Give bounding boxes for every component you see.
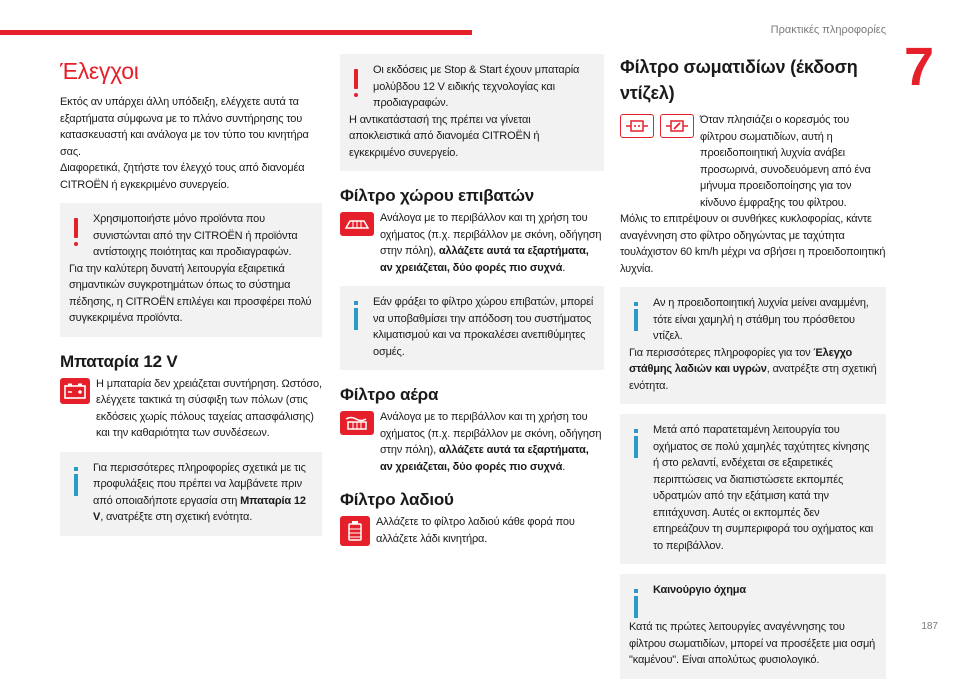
header-accent-bar xyxy=(0,30,472,35)
warning-text: Χρησιμοποιήστε μόνο προϊόντα που συνιστώνται από την CITROËN ή προϊόντα αντίστοιχης ποιότητας και προδιαγραφών. xyxy=(93,213,298,258)
info-icon xyxy=(629,302,645,332)
vapour-info-box xyxy=(620,414,886,564)
header-title: Πρακτικές πληροφορίες xyxy=(770,24,886,36)
particle-filter-heading: Φίλτρο σωματιδίων (έκδοση ντίζελ) xyxy=(620,57,858,103)
oil-filter-text: Αλλάζετε το φίλτρο λαδιού κάθε φορά που αλλάζετε λάδι κινητήρα. xyxy=(376,516,575,545)
cabin-filter-text: Ανάλογα με το περιβάλλον και τη χρήση του οχήματος (π.χ. περιβάλλον με σκόνη, οδήγηση στην πόλη), αλλάζετε αυτά τα εξαρτήματα, αν χρειάζεται, δύο φορές πιο συχνά. xyxy=(380,212,602,274)
cabin-filter-row xyxy=(340,210,604,276)
additive-info-box xyxy=(620,287,886,404)
cabin-filter-info-box xyxy=(340,286,604,370)
new-vehicle-text: Κατά τις πρώτες λειτουργίες αναγέννησης του φίλτρου σωματιδίων, μπορεί να προσέξετε μια οσμή "καμένου". Είναι απολύτως φυσιολογικό. xyxy=(629,621,876,666)
intro-text: Εκτός αν υπάρχει άλλη υπόδειξη, ελέγχετε αυτά τα εξαρτήματα σύμφωνα με το πλάνο συντήρησης του κατασκευαστή και ανάλογα με τον τύπο του κινητήρα σας. xyxy=(60,96,309,158)
particle-filter-warning-icon xyxy=(620,114,654,138)
air-filter-heading: Φίλτρο αέρα xyxy=(340,385,439,404)
particle-filter-text: Όταν πλησιάζει ο κορεσμός του φίλτρου σωματιδίων, αυτή η προειδοποιητική λυχνία ανάβει προσωρινά, συνοδευόμενη από ένα μήνυμα προειδοποίησης για τον κίνδυνο έμφραξης του φίλτρου. xyxy=(700,114,871,209)
warning-icon xyxy=(69,218,85,248)
air-filter-text: Ανάλογα με το περιβάλλον και τη χρήση του οχήματος (π.χ. περιβάλλον με σκόνη, οδήγηση στην πόλη), αλλάζετε αυτά τα εξαρτήματα, αν χρειάζεται, δύο φορές πιο συχνά. xyxy=(380,411,602,473)
oil-filter-icon xyxy=(340,516,370,546)
intro-text-2: Διαφορετικά, ζητήστε τον έλεγχό τους από διανομέα CITROËN ή εγκεκριμένο συνεργείο. xyxy=(60,162,305,191)
new-vehicle-title: Καινούργιο όχημα xyxy=(653,584,746,596)
battery-icon xyxy=(60,378,90,404)
battery-row xyxy=(60,376,322,442)
new-vehicle-info-box xyxy=(620,574,886,679)
info-icon xyxy=(629,589,645,619)
column-1 xyxy=(60,54,322,542)
info-icon xyxy=(349,301,365,331)
oil-filter-heading: Φίλτρο λαδιού xyxy=(340,490,454,509)
stop-start-warning-text-2: Η αντικατάστασή της πρέπει να γίνεται αποκλειστικά από διανομέα CITROËN ή εγκεκριμένο συνεργείο. xyxy=(349,113,540,159)
cabin-filter-icon xyxy=(340,212,374,236)
vapour-info-text: Μετά από παρατεταμένη λειτουργία του οχήματος σε πολύ χαμηλές ταχύτητες κίνησης ή στο ρελαντί, ενδέχεται σε εξαιρετικές περιπτώσεις να διαπιστώσετε εκπομπές υδρατμών από την εξάτμιση κατά την επιτάχυνση. Αυτές οι εκπομπές δεν επηρεάζουν τη συμπεριφορά του οχήματος και το περιβάλλον. xyxy=(653,424,874,552)
particle-filter-service-icon xyxy=(660,114,694,138)
section-title: Έλεγχοι xyxy=(60,58,139,84)
stop-start-warning-text: Οι εκδόσεις με Stop & Start έχουν μπαταρία μολύβδου 12 V ειδικής τεχνολογίας και προδιαγραφών. xyxy=(373,64,580,109)
column-3 xyxy=(620,54,886,685)
info-icon xyxy=(629,429,645,459)
chapter-number: 7 xyxy=(903,37,934,97)
air-filter-row xyxy=(340,409,604,475)
warning-text-2: Για την καλύτερη δυνατή λειτουργία εξαιρετικά σημαντικών συγκροτημάτων όπως το σύστημα πέδησης, η CITROËN επιλέγει και προσφέρει πολύ συγκεκριμένα προϊόντα. xyxy=(69,262,312,324)
particle-filter-row xyxy=(620,112,886,211)
warning-box xyxy=(60,203,322,337)
particle-filter-text-2: Μόλις το επιτρέψουν οι συνθήκες κυκλοφορίας, κάντε αναγέννηση στο φίλτρο οδηγώντας με ταχύτητα τουλάχιστον 60 km/h μέχρι να σβήσει η προειδοποιητική λυχνία. xyxy=(620,213,886,275)
info-icon xyxy=(69,467,85,497)
additive-info-text: Αν η προειδοποιητική λυχνία μείνει αναμμένη, τότε είναι χαμηλή η στάθμη του πρόσθετου ντίζελ. xyxy=(653,297,869,342)
page-number: 187 xyxy=(921,621,938,632)
cabin-filter-info-text: Εάν φράξει το φίλτρο χώρου επιβατών, μπορεί να υποβαθμίσει την απόδοση του συστήματος κλιματισμού και να προκαλέσει ανεπιθύμητες οσμές. xyxy=(373,296,594,358)
battery-info-text: Για περισσότερες πληροφορίες σχετικά με τις προφυλάξεις που πρέπει να λαμβάνετε πριν από οποιαδήποτε εργασία στη Μπαταρία 12 V, ανατρέξτε στη σχετική ενότητα. xyxy=(93,461,306,523)
air-filter-icon xyxy=(340,411,374,435)
column-2 xyxy=(340,54,604,548)
battery-info-box xyxy=(60,452,322,536)
warning-icon xyxy=(349,69,365,99)
oil-filter-row xyxy=(340,514,604,548)
cabin-filter-heading: Φίλτρο χώρου επιβατών xyxy=(340,186,535,205)
battery-heading: Μπαταρία 12 V xyxy=(60,351,178,371)
battery-text: Η μπαταρία δεν χρειάζεται συντήρηση. Ωστόσο, ελέγχετε τακτικά τη σύσφιξη των πόλων (στις εκδόσεις χωρίς πόλους ταχείας απασφάλισης) και την καθαριότητα των συνδέσεων. xyxy=(96,377,322,439)
stop-start-warning-box xyxy=(340,54,604,171)
additive-info-text-2: Για περισσότερες πληροφορίες για τον Έλεγχο στάθμης λαδιών και υγρών, ανατρέξτε στη σχετική ενότητα. xyxy=(629,346,877,392)
